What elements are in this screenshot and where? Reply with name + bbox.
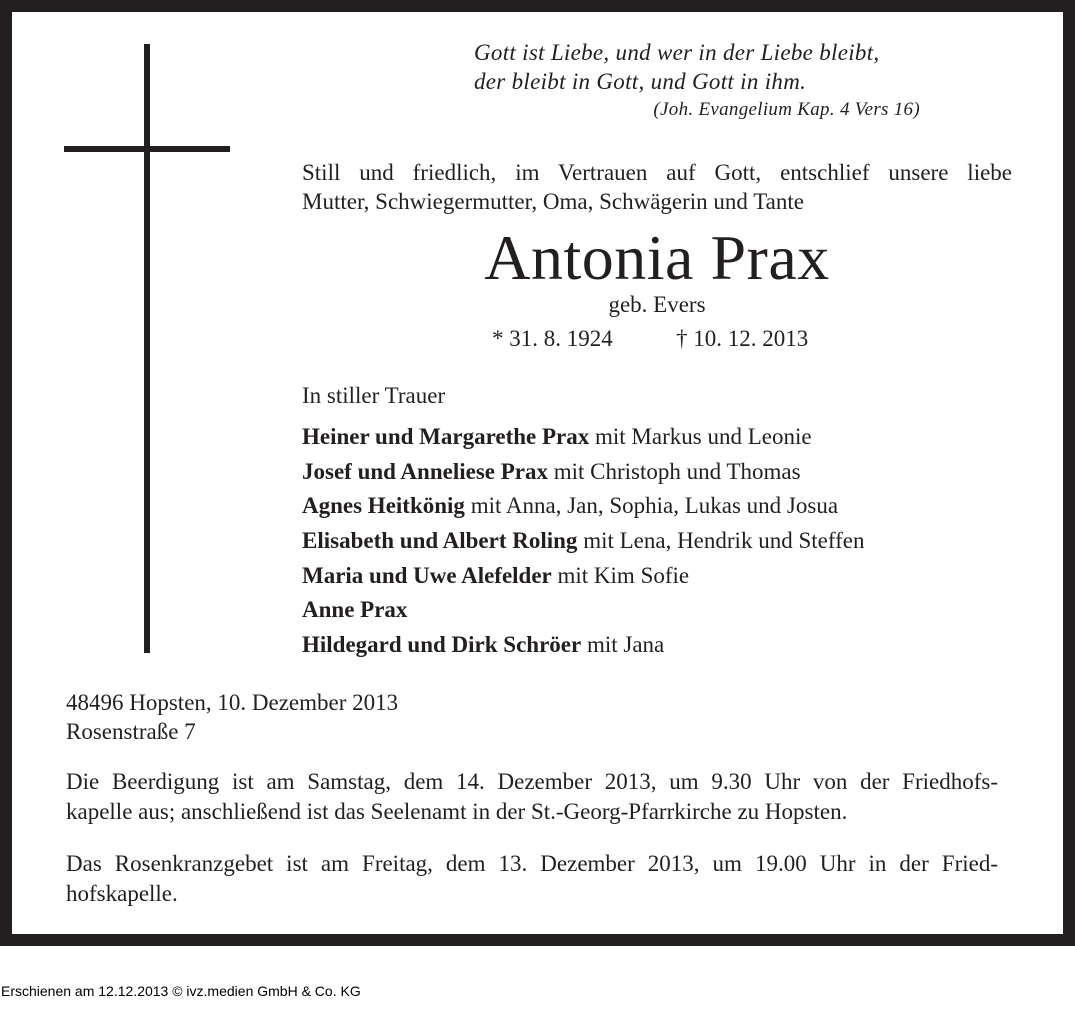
mourners-list [302, 422, 864, 665]
funeral-paragraph [66, 767, 998, 827]
place-and-date: 48496 Hopsten, 10. Dezember 2013 [66, 690, 399, 715]
bible-quote-line-1: Gott ist Liebe, und wer in der Liebe bleibt, [474, 40, 880, 65]
address-block [66, 688, 398, 746]
mourner-names: Maria und Uwe Alefelder [302, 562, 552, 588]
mourner-children: mit Kim Sofie [551, 562, 690, 588]
mourner-children: mit Christoph und Thomas [547, 458, 801, 484]
mourner-entry [302, 630, 864, 665]
mourner-children: mit Markus und Leonie [589, 424, 812, 449]
mourner-entry [302, 526, 864, 561]
rosary-line-2: hofskapelle. [66, 881, 178, 906]
mourner-children: mit Anna, Jan, Sophia, Lukas und Josua [464, 493, 839, 519]
maiden-name: geb. Evers [608, 292, 706, 317]
death-date: † 10. 12. 2013 [676, 326, 809, 351]
mourner-children: mit Jana [581, 632, 665, 658]
mourner-names: Hildegard und Dirk Schröer [302, 632, 582, 658]
mourner-names: Heiner und Margarethe Prax [302, 424, 590, 449]
cross-icon-vertical-bar [144, 44, 150, 653]
street-address: Rosenstraße 7 [66, 719, 196, 744]
bible-quote [474, 38, 920, 124]
birth-date: * 31. 8. 1924 [492, 326, 613, 351]
rosary-line-1: Das Rosenkranzgebet ist am Freitag, dem 13. Dezember 2013, um 19.00 Uhr in der Fried- [66, 851, 998, 876]
bible-quote-line-2: der bleibt in Gott, und Gott in ihm. [474, 69, 807, 94]
bible-quote-reference: (Joh. Evangelium Kap. 4 Vers 16) [653, 99, 920, 120]
mourner-names: Anne Prax [302, 597, 408, 623]
funeral-line-1: Die Beerdigung ist am Samstag, dem 14. Dezember 2013, um 9.30 Uhr von der Friedhofs- [66, 769, 998, 794]
mourner-entry [302, 595, 864, 630]
intro-line-2: Mutter, Schwiegermutter, Oma, Schwägerin und Tante [302, 189, 804, 214]
intro-line-1: Still und friedlich, im Vertrauen auf Gott, entschlief unsere liebe [302, 160, 1012, 185]
deceased-name: Antonia Prax [484, 222, 830, 293]
mourning-heading: In stiller Trauer [302, 383, 446, 408]
funeral-line-2: kapelle aus; anschließend ist das Seelenamt in der St.-Georg-Pfarrkirche zu Hopsten. [66, 799, 848, 824]
mourner-entry [302, 561, 864, 596]
mourner-names: Agnes Heitkönig [302, 493, 465, 519]
mourner-entry [302, 491, 864, 526]
mourner-names: Josef und Anneliese Prax [302, 458, 548, 484]
publication-footer: Erschienen am 12.12.2013 © ivz.medien GmbH & Co. KG [1, 983, 361, 999]
mourner-children: mit Lena, Hendrik und Steffen [577, 528, 865, 554]
cross-icon-horizontal-bar [64, 146, 230, 152]
mourner-entry [302, 457, 864, 492]
mourner-names: Elisabeth und Albert Roling [302, 528, 578, 554]
intro-text [302, 158, 1012, 216]
rosary-paragraph [66, 849, 998, 909]
mourner-entry [302, 422, 864, 457]
